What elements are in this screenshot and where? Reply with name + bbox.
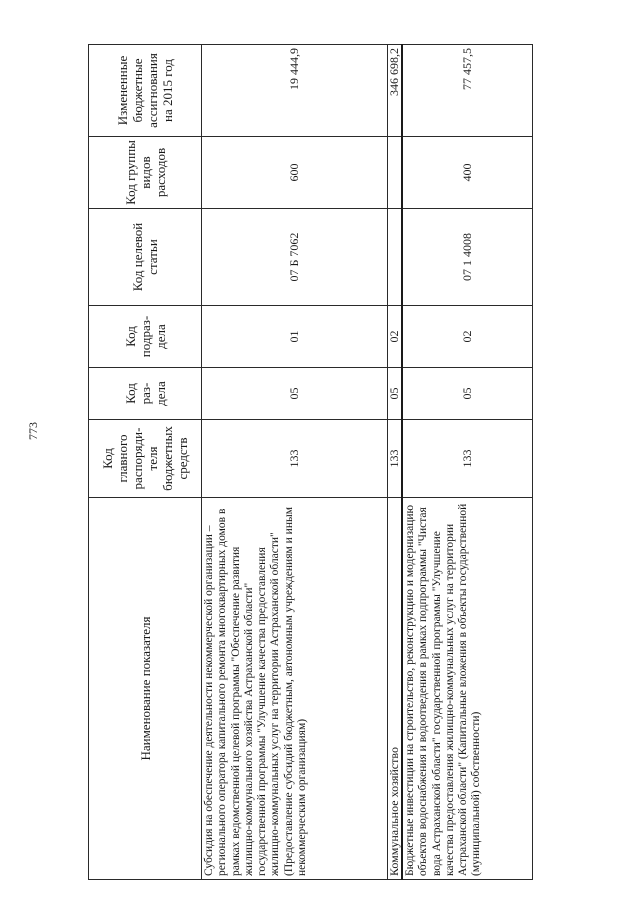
header-amount: Измененные бюджетные ассигнования на 2015 год — [89, 45, 202, 137]
row-expense-group-code — [388, 137, 403, 209]
row-target-code — [388, 209, 403, 306]
budget-table-container — [88, 45, 528, 880]
row-amount: 77 457,5 — [402, 45, 532, 137]
row-main-manager-code: 133 — [202, 420, 388, 498]
row-name: Субсидия на обеспечение деятельности некоммерческой организации – регионального оператора капитального ремонта многоквартирных домов в рамках ведомственной целевой программы "Обеспечение развития жилищно-коммунального хозяйства Астраханской области" государственной программы "Улучшение качества предоставления жилищно-коммунальных услуг на территории Астраханской области" (Предоставление субсидий бюджетным, автономным учреждениям и иным некоммерческим организациям) — [202, 498, 388, 880]
header-row — [89, 45, 202, 880]
table-row — [202, 45, 388, 880]
table-row — [388, 45, 403, 880]
header-expense-group-code: Код группы видов расходов — [89, 137, 202, 209]
page-number: 773 — [26, 422, 40, 440]
table-row — [402, 45, 532, 880]
row-target-code: 07 1 4008 — [402, 209, 532, 306]
row-target-code: 07 Б 7062 — [202, 209, 388, 306]
row-section-code: 05 — [388, 368, 403, 420]
row-amount: 19 444,9 — [202, 45, 388, 137]
row-main-manager-code: 133 — [402, 420, 532, 498]
header-name: Наименование показателя — [89, 498, 202, 880]
header-subsection-code: Код подраз-дела — [89, 306, 202, 368]
row-expense-group-code: 400 — [402, 137, 532, 209]
row-name: Коммунальное хозяйство — [388, 498, 403, 880]
row-subsection-code: 02 — [402, 306, 532, 368]
row-amount: 346 698,2 — [388, 45, 403, 137]
row-subsection-code: 02 — [388, 306, 403, 368]
header-main-manager-code: Код главного распоряди-теля бюджетных средств — [89, 420, 202, 498]
budget-table — [88, 44, 533, 880]
row-expense-group-code: 600 — [202, 137, 388, 209]
header-section-code: Код раз-дела — [89, 368, 202, 420]
row-name: Бюджетные инвестиции на строительство, реконструкцию и модернизацию объектов водоснабжения и водоотведения в рамках подпрограммы "Чистая вода Астраханской области" государственной программы "Улучшение качества предоставления жилищно-коммунальных услуг на территории Астраханской области" (Капитальные вложения в объекты государственной (муниципальной) собственности) — [402, 498, 532, 880]
row-main-manager-code: 133 — [388, 420, 403, 498]
row-section-code: 05 — [402, 368, 532, 420]
row-section-code: 05 — [202, 368, 388, 420]
row-subsection-code: 01 — [202, 306, 388, 368]
header-target-code: Код целевой статьи — [89, 209, 202, 306]
